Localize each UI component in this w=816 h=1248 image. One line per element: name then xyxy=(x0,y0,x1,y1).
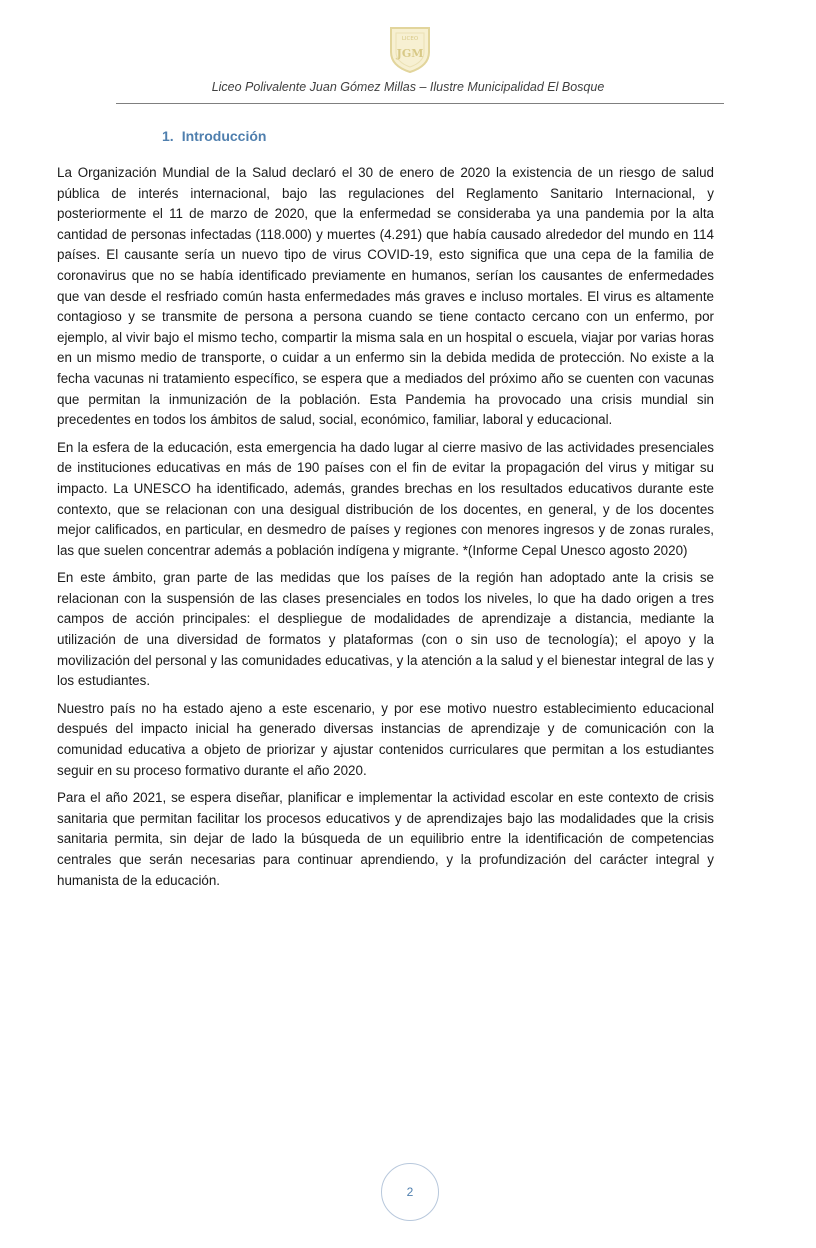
section-heading xyxy=(162,128,266,144)
paragraph-3: En este ámbito, gran parte de las medidas que los países de la región han adoptado ante la crisis se relacionan con la suspensión de las clases presenciales en todos los niveles, lo que ha dado origen a tres campos de acción principales: el despliegue de modalidades de aprendizaje a distancia, mediante la utilización de una diversidad de formatos y plataformas (con o sin uso de tecnología); el apoyo y la movilización del personal y las comunidades educativas, y la atención a la salud y el bienestar integral de las y los estudiantes. xyxy=(57,570,714,689)
page-number: 2 xyxy=(406,1185,414,1199)
liceo-crest-logo xyxy=(389,26,431,74)
page-number-badge xyxy=(381,1163,439,1221)
section-title: Introducción xyxy=(181,128,267,144)
logo-text: LICEO xyxy=(401,36,419,42)
paragraph-2: En la esfera de la educación, esta emergencia ha dado lugar al cierre masivo de las actividades presenciales de instituciones educativas en más de 190 países con el fin de evitar la propagación del virus y mitigar su impacto. La UNESCO ha identificado, además, grandes brechas en los resultados educativos durante este contexto, que se relacionan con una desigual distribución de los docentes, en general, y de los docentes mejor calificados, en particular, en desmedro de países y regiones con menores ingresos y de zonas rurales, las que suelen concentrar además a población indígena y migrante. *(Informe Cepal Unesco agosto 2020) xyxy=(57,439,714,558)
body-text xyxy=(57,163,714,898)
paragraph-1: La Organización Mundial de la Salud declaró el 30 de enero de 2020 la existencia de un riesgo de salud pública de interés internacional, bajo las regulaciones del Reglamento Sanitario Internacional, y posteriormente el 11 de marzo de 2020, que la enfermedad se consideraba ya una pandemia por la alta cantidad de personas infectadas (118.000) y muertes (4.291) que había causado alrededor del mundo en 114 países. El causante sería un nuevo tipo de virus COVID-19, esto significa que una cepa de la familia de coronavirus que no se había identificado previamente en humanos, serían los causantes de enfermedades que van desde el resfriado común hasta enfermedades más graves e incluso mortales. El virus es altamente contagioso y se transmite de persona a persona cuando se tiene contacto cercano con un enfermo, por ejemplo, al vivir bajo el mismo techo, compartir la misma sala en un hospital o escuela, viajar por varias horas en un mismo medio de transporte, o cuidar a un enfermo sin la debida medida de protección. No existe a la fecha vacunas ni tratamiento específico, se espera que a mediados del próximo año se cuenten con vacunas que permitan la inmunización de la población. Esta Pandemia ha provocado una crisis mundial sin precedentes en todos los ámbitos de salud, social, económico, familiar, laboral y educacional. xyxy=(57,165,714,428)
paragraph-5: Para el año 2021, se espera diseñar, planificar e implementar la actividad escolar en este contexto de crisis sanitaria que permitan facilitar los procesos educativos y de aprendizajes bajo las modalidades que la crisis sanitaria permita, sin dejar de lado la búsqueda de un equilibrio entre la identificación de competencias centrales que serán necesarias para continuar aprendiendo, y la profundización del carácter integral y humanista de la educación. xyxy=(57,790,714,888)
section-number: 1. xyxy=(162,128,174,144)
header-title: Liceo Polivalente Juan Gómez Millas – Ilustre Municipalidad El Bosque xyxy=(211,80,605,94)
logo-letters: JGM xyxy=(396,47,424,60)
header-divider xyxy=(116,103,724,104)
paragraph-4: Nuestro país no ha estado ajeno a este escenario, y por ese motivo nuestro establecimiento educacional después del impacto inicial ha generado diversas instancias de aprendizaje y de comunicación con la comunidad educativa a objeto de priorizar y ajustar contenidos curriculares que permitan a los estudiantes seguir en su proceso formativo durante el año 2020. xyxy=(57,700,714,778)
